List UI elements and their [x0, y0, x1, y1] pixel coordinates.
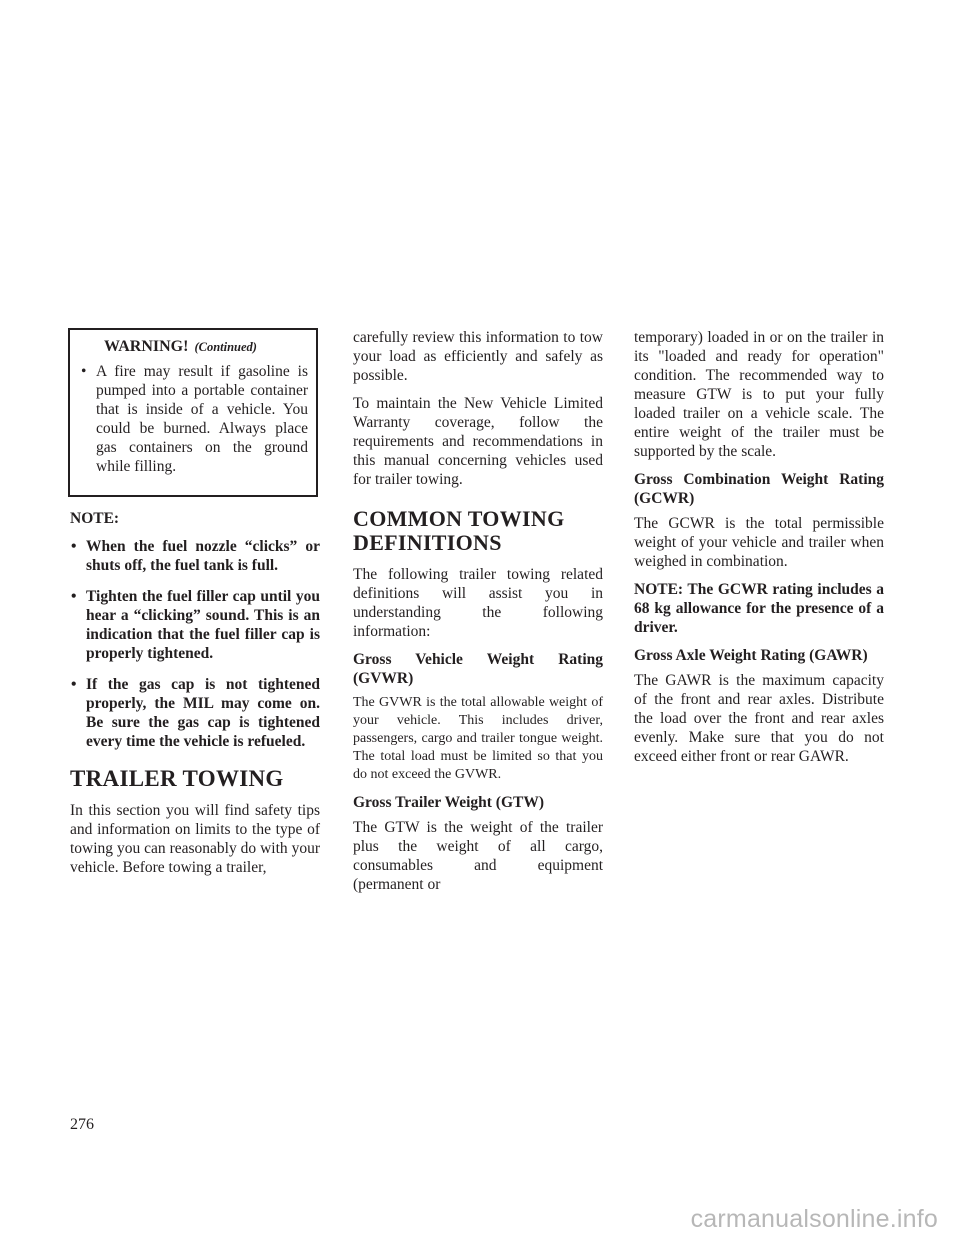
note-bullet: • When the fuel nozzle “clicks” or shuts off, the fuel tank is full.: [70, 537, 320, 575]
gcwr-heading: Gross Combination Weight Rating (GCWR): [634, 471, 884, 507]
warning-title: WARNING!: [104, 338, 189, 355]
gawr-heading: Gross Axle Weight Rating (GAWR): [634, 647, 868, 664]
note-bullet: • If the gas cap is not tightened properly, the MIL may come on. Be sure the gas cap is tightened every time the vehicle is refueled.: [70, 675, 320, 751]
column-right: [634, 328, 884, 775]
column-left: [70, 328, 320, 886]
common-definitions-heading: COMMON TOWING DEFINITIONS: [353, 506, 565, 555]
page-number: 276: [70, 1116, 94, 1133]
note-bullets: [70, 537, 320, 751]
warning-bullets: [80, 362, 308, 476]
warning-box: [68, 328, 318, 497]
trailer-towing-intro-part2: carefully review this information to tow your load as efficiently and safely as possible.: [353, 329, 603, 384]
note-label: NOTE:: [70, 510, 120, 527]
gtw-heading: Gross Trailer Weight (GTW): [353, 794, 545, 811]
column-middle: [353, 328, 603, 903]
warning-bullet: • A fire may result if gasoline is pumped into a portable container that is inside of a vehicle. You could be burned. Always place gas containers on the ground while filling.: [80, 362, 308, 476]
warning-heading: [80, 337, 308, 357]
gtw-text-part2: temporary) loaded in or on the trailer in its "loaded and ready for operation" condition. The recommended way to measure GTW is to put your fully loaded trailer on a vehicle scale. The entire weight of the trailer must be supported by the scale.: [634, 329, 884, 460]
note-bullet: • Tighten the fuel filler cap until you hear a “clicking” sound. This is an indication that the fuel filler cap is properly tightened.: [70, 587, 320, 663]
trailer-towing-heading: TRAILER TOWING: [70, 766, 284, 791]
warning-continued: (Continued): [194, 340, 257, 354]
gcwr-note: NOTE: The GCWR rating includes a 68 kg allowance for the presence of a driver.: [634, 581, 884, 636]
watermark: carmanualsonline.info: [690, 1205, 938, 1233]
gtw-text-part1: The GTW is the weight of the trailer plus the weight of all cargo, consumables and equipment (permanent or: [353, 819, 603, 893]
gawr-text: The GAWR is the maximum capacity of the front and rear axles. Distribute the load over the front and rear axles evenly. Make sure that you do not exceed either front or rear GAWR.: [634, 672, 884, 765]
trailer-towing-intro-part1: In this section you will find safety tips and information on limits to the type of towing you can reasonably do with your vehicle. Before towing a trailer,: [70, 802, 320, 876]
gvwr-heading: Gross Vehicle Weight Rating (GVWR): [353, 651, 603, 687]
definitions-intro: The following trailer towing related definitions will assist you in understanding the following information:: [353, 566, 603, 640]
gvwr-text: The GVWR is the total allowable weight of your vehicle. This includes driver, passengers, cargo and trailer tongue weight. The total load must be limited so that you do not exceed the GVWR.: [353, 695, 603, 782]
warranty-paragraph: To maintain the New Vehicle Limited Warranty coverage, follow the requirements and recommendations in this manual concerning vehicles used for trailer towing.: [353, 395, 603, 488]
gcwr-text: The GCWR is the total permissible weight of your vehicle and trailer when weighed in combination.: [634, 515, 884, 570]
